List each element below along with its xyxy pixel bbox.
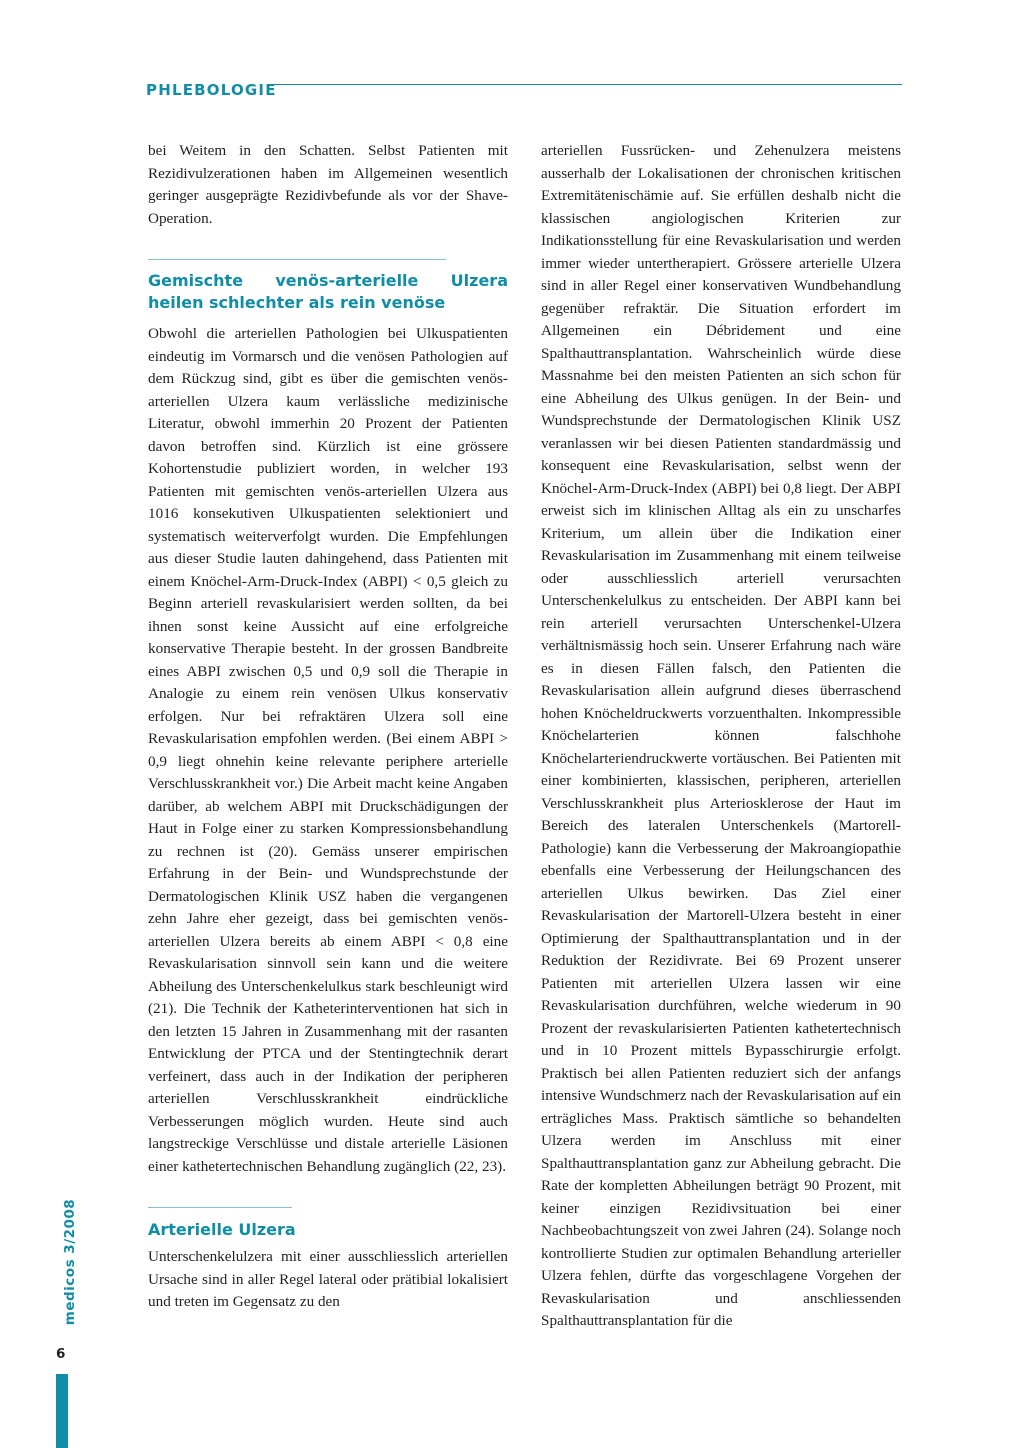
- intro-paragraph: bei Weitem in den Schatten. Selbst Patienten mit Rezidivulzerationen haben im Allgemeinen wesentlich geringer ausgeprägte Rezidivbefunde als vor der Shave-Operation.: [148, 142, 508, 227]
- sidebar-accent-bar: [56, 1374, 68, 1448]
- page-number: 6: [56, 1346, 66, 1362]
- section-divider: [148, 259, 446, 260]
- right-column-body: arteriellen Fussrücken- und Zehenulzera meistens ausserhalb der Lokalisationen der chronischen kritischen Extremitätenischämie auf. Sie erfüllen deshalb nicht die klassischen angiologischen Kriterien zur Indikationsstellung für eine Revaskularisation und werden immer wieder untertherapiert. Grössere arterielle Ulzera sind in aller Regel einer konservativen Wundbehandlung gegenüber refraktär. Die Situation erfordert im Allgemeinen ein Débridement und eine Spalthauttransplantation. Wahrscheinlich würde diese Massnahme bei den meisten Patienten an sich schon für eine Abheilung des Ulkus genügen. In der Bein- und Wundsprechstunde der Dermatologischen Klinik USZ veranlassen wir bei diesen Patienten standardmässig und konsequent eine Revaskularisation, selbst wenn der Knöchel-Arm-Druck-Index (ABPI) bei 0,8 liegt. Der ABPI erweist sich im klinischen Alltag als ein zu unscharfes Kriterium, um allein über die Indikation einer Revaskularisation im Zusammenhang mit einem teilweise oder ausschliesslich arteriell verursachten Unterschenkelulkus zu entscheiden. Der ABPI kann bei rein arteriell verursachten Unterschenkel-Ulzera verhältnismässig hoch sein. Unserer Erfahrung nach wäre es in diesen Fällen falsch, den Patienten die Revaskularisation allein aufgrund dieses überraschend hohen Knöcheldruckwerts vorzuenthalten. Inkompressible Knöchelarterien können falschhohe Knöchelarteriendruckwerte vortäuschen. Bei Patienten mit einer kombinierten, klassischen, peripheren, arteriellen Verschlusskrankheit plus Arteriosklerose der Haut im Bereich des lateralen Unterschenkels (Martorell-Pathologie) kann die Verbesserung der Makroangiopathie ebenfalls eine Verbesserung der Heilungschancen des arteriellen Ulkus bewirken. Das Ziel einer Revaskularisation der Martorell-Ulzera besteht in einer Optimierung der Spalthauttransplantation und in der Reduktion der Rezidivrate. Bei 69 Prozent unserer Patienten mit arteriellen Ulzera lassen wir eine Revaskularisation durchführen, welche wiederum in 90 Prozent der revaskularisierten Patienten kathetertechnisch und in 10 Prozent mittels Bypasschirurgie erfolgt. Praktisch bei allen Patienten reduziert sich der anfangs intensive Wundschmerz nach der Revaskularisation auf ein erträgliches Mass. Praktisch sämtliche so behandelten Ulzera werden im Anschluss mit einer Spalthauttransplantation ganz zur Abheilung gebracht. Die Rate der kompletten Abheilungen beträgt 90 Prozent, mit keiner einzigen Rezidivsituation bei einer Nachbeobachtungszeit von zwei Jahren (24). Solange noch kontrollierte Studien zur optimalen Behandlung arterieller Ulzera fehlen, dürfte das vorgeschlagene Vorgehen der Revaskularisation und anschliessenden Spalthauttransplantation für die: [541, 142, 901, 1329]
- left-column: [148, 140, 508, 1314]
- header-rule: [272, 84, 902, 85]
- journal-issue-label: medicos 3/2008: [62, 1198, 78, 1326]
- section-body-arterial-ulcers: Unterschenkelulzera mit einer ausschliesslich arteriellen Ursache sind in aller Regel lateral oder prätibial lokalisiert und treten im Gegensatz zu den: [148, 1248, 508, 1310]
- section-title: PHLEBOLOGIE: [146, 81, 277, 99]
- section-divider: [148, 1207, 292, 1208]
- right-column: [541, 140, 901, 1333]
- section-heading-arterial-ulcers: Arterielle Ulzera: [148, 1220, 296, 1239]
- section-heading-mixed-ulcers: Gemischte venös-arterielle Ulzera heilen schlechter als rein venöse: [148, 271, 508, 312]
- section-body-mixed-ulcers: Obwohl die arteriellen Pathologien bei Ulkuspatienten eindeutig im Vormarsch und die venösen Pathologien auf dem Rückzug sind, gibt es über die gemischten venös-arteriellen Ulzera kaum verlässliche medizinische Literatur, obwohl immerhin 20 Prozent der Patienten davon betroffen sind. Kürzlich ist eine grössere Kohortenstudie publiziert worden, in welcher 193 Patienten mit gemischten venös-arteriellen Ulzera aus 1016 konsekutiven Ulkuspatienten selektioniert und systematisch weiterverfolgt wurden. Die Empfehlungen aus dieser Studie lauten dahingehend, dass Patienten mit einem Knöchel-Arm-Druck-Index (ABPI) < 0,5 gleich zu Beginn arteriell revaskularisiert werden sollten, da bei ihnen sonst keine Aussicht auf eine erfolgreiche konservative Therapie besteht. In der grossen Bandbreite eines ABPI zwischen 0,5 und 0,9 soll die Therapie in Analogie zu einem rein venösen Ulkus konservativ erfolgen. Nur bei refraktären Ulzera soll eine Revaskularisation empfohlen werden. (Bei einem ABPI > 0,9 liegt ohnehin keine relevante periphere arterielle Verschlusskrankheit vor.) Die Arbeit macht keine Angaben darüber, ab welchem ABPI mit Druckschädigungen der Haut in Folge einer zu starken Kompressionsbehandlung zu rechnen ist (20). Gemäss unserer empirischen Erfahrung in der Bein- und Wundsprechstunde der Dermatologischen Klinik USZ haben die vergangenen zehn Jahre eher gezeigt, dass bei gemischten venös-arteriellen Ulzera bereits ab einem ABPI < 0,8 eine Revaskularisation sinnvoll sein kann und die weitere Abheilung des Unterschenkelulkus stark beschleunigt wird (21). Die Technik der Katheterinterventionen hat sich in den letzten 15 Jahren in Zusammenhang mit der rasanten Entwicklung der PTCA und der Stentingtechnik derart verfeinert, dass auch in der Indikation der peripheren arteriellen Verschlusskrankheit eindrückliche Verbesserungen möglich wurden. Heute sind auch langstreckige Verschlüsse und distale arterielle Läsionen einer kathetertechnischen Behandlung zugänglich (22, 23).: [148, 325, 508, 1175]
